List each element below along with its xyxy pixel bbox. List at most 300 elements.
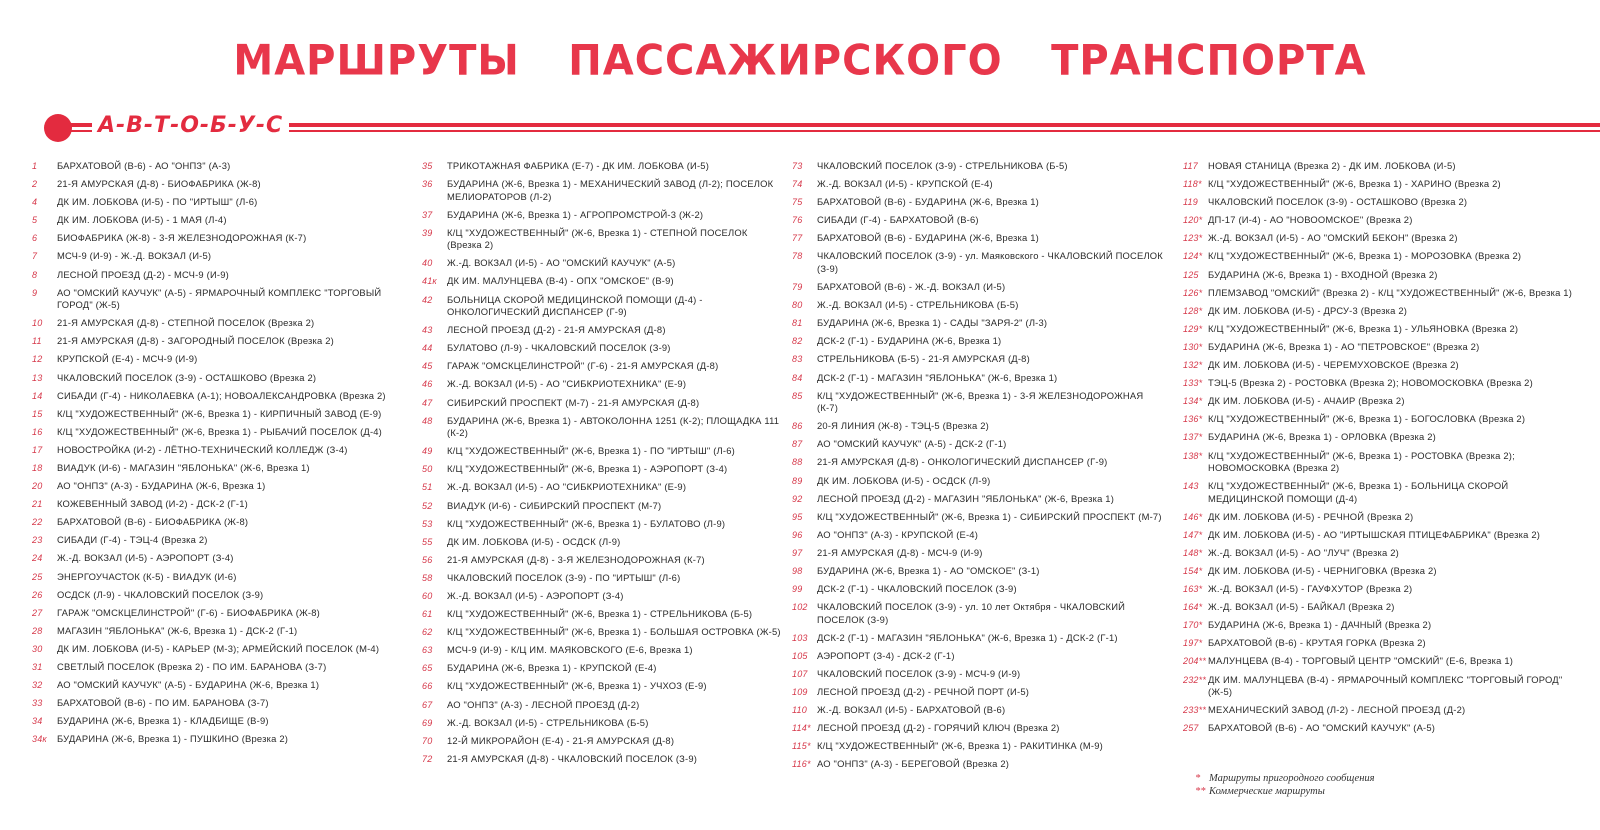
route-description: СИБИРСКИЙ ПРОСПЕКТ (М-7) - 21-Я АМУРСКАЯ (Д-8) xyxy=(447,396,700,408)
route-description: ДСК-2 (Г-1) - МАГАЗИН "ЯБЛОНЬКА" (Ж-6, Врезка 1) xyxy=(817,371,1058,383)
route-number: 35 xyxy=(422,161,433,171)
route-number: 14 xyxy=(32,390,43,401)
route-description: 21-Я АМУРСКАЯ (Д-8) - 3-Я ЖЕЛЕЗНОДОРОЖНАЯ (К-7) xyxy=(447,553,705,565)
route-item xyxy=(32,160,397,173)
route-description: ДК ИМ. ЛОБКОВА (И-5) - КАРЬЕР (М-3); АРМЕЙСКИЙ ПОСЕЛОК (М-4) xyxy=(57,642,380,654)
route-item xyxy=(1183,431,1573,444)
route-number: 204** xyxy=(1183,656,1207,667)
route-number: 44 xyxy=(422,343,433,354)
route-item xyxy=(792,704,1167,717)
route-item xyxy=(32,353,397,366)
route-number: 82 xyxy=(792,336,803,347)
title-word-1: МАРШРУТЫ xyxy=(233,36,520,86)
route-item xyxy=(422,397,782,410)
footnote-mark: * xyxy=(1195,773,1201,784)
route-item xyxy=(32,390,397,403)
route-item xyxy=(422,536,782,549)
footnote-text: Коммерческие маршруты xyxy=(1209,786,1325,797)
route-item xyxy=(792,214,1167,227)
route-number: 18 xyxy=(32,463,43,473)
route-item xyxy=(1183,178,1573,191)
route-number: 69 xyxy=(422,717,433,728)
route-item xyxy=(32,317,397,330)
route-item xyxy=(32,444,397,457)
route-description: АО "ОМСКИЙ КАУЧУК" (А-5) - ДСК-2 (Г-1) xyxy=(817,438,1007,450)
route-item xyxy=(792,353,1167,366)
route-description: 12-Й МИКРОРАЙОН (Е-4) - 21-Я АМУРСКАЯ (Д-8) xyxy=(447,734,675,746)
route-description: ДК ИМ. ЛОБКОВА (И-5) - ЧЕРНИГОВКА (Врезка 2) xyxy=(1208,564,1437,576)
route-number: 84 xyxy=(792,372,803,383)
route-description: БУДАРИНА (Ж-6, Врезка 1) - АО "ПЕТРОВСКОЕ" (Врезка 2) xyxy=(1208,340,1480,352)
route-description: ЧКАЛОВСКИЙ ПОСЕЛОК (З-9) - ул. Маяковского - ЧКАЛОВСКИЙ ПОСЕЛОК (З-9) xyxy=(817,250,1163,274)
route-number: 49 xyxy=(422,446,433,457)
route-item xyxy=(32,462,397,475)
route-item xyxy=(1183,547,1573,560)
route-number: 92 xyxy=(792,493,803,504)
route-number: 70 xyxy=(422,735,433,746)
route-description: ДК ИМ. ЛОБКОВА (И-5) - 1 МАЯ (Л-4) xyxy=(57,214,227,226)
route-number: 17 xyxy=(32,444,43,455)
route-item xyxy=(792,299,1167,312)
route-number: 85 xyxy=(792,390,803,401)
route-description: ЛЕСНОЙ ПРОЕЗД (Д-2) - РЕЧНОЙ ПОРТ (И-5) xyxy=(817,686,1030,698)
route-number: 43 xyxy=(422,325,433,336)
route-item xyxy=(32,607,397,620)
route-number: 114* xyxy=(792,723,811,734)
route-description: ЧКАЛОВСКИЙ ПОСЕЛОК (З-9) - ул. 10 лет Октября - ЧКАЛОВСКИЙ ПОСЕЛОК (З-9) xyxy=(817,601,1126,625)
route-item xyxy=(1183,565,1573,578)
route-description: ГАРАЖ "ОМСКЦЕЛИНСТРОЙ" (Г-6) - 21-Я АМУРСКАЯ (Д-8) xyxy=(447,360,719,372)
route-description: ДК ИМ. ЛОБКОВА (И-5) - ОСДСК (Л-9) xyxy=(817,474,991,486)
route-description: Ж.-Д. ВОКЗАЛ (И-5) - АЭРОПОРТ (З-4) xyxy=(447,589,624,601)
route-number: 143 xyxy=(1183,481,1199,492)
route-item xyxy=(1183,323,1573,336)
route-item xyxy=(792,758,1167,771)
route-description: К/Ц "ХУДОЖЕСТВЕННЫЙ" (Ж-6, Врезка 1) - БОЛЬНИЦА СКОРОЙ МЕДИЦИНСКОЙ ПОМОЩИ (Д-4) xyxy=(1208,480,1509,504)
route-description: БАРХАТОВОЙ (В-6) - КРУТАЯ ГОРКА (Врезка 2) xyxy=(1208,637,1426,649)
route-number: 133* xyxy=(1183,378,1203,389)
route-description: ЭНЕРГОУЧАСТОК (К-5) - ВИАДУК (И-6) xyxy=(57,570,237,582)
route-description: БУДАРИНА (Ж-6, Врезка 1) - ПУШКИНО (Врезка 2) xyxy=(57,733,289,745)
route-description: ПЛЕМЗАВОД "ОМСКИЙ" (Врезка 2) - К/Ц "ХУДОЖЕСТВЕННЫЙ" (Ж-6, Врезка 1) xyxy=(1208,286,1573,298)
route-description: Ж.-Д. ВОКЗАЛ (И-5) - АО "СИБКРИОТЕХНИКА" (Е-9) xyxy=(447,481,687,493)
route-description: 20-Я ЛИНИЯ (Ж-8) - ТЭЦ-5 (Врезка 2) xyxy=(817,420,989,432)
route-description: ДСК-2 (Г-1) - ЧКАЛОВСКИЙ ПОСЕЛОК (З-9) xyxy=(817,583,1017,595)
route-number: 164* xyxy=(1183,602,1203,613)
route-item xyxy=(422,294,782,319)
footnote-mark: ** xyxy=(1195,786,1206,797)
route-item xyxy=(1183,160,1573,173)
route-number: 80 xyxy=(792,300,803,311)
footnotes xyxy=(1195,772,1375,798)
route-description: ЛЕСНОЙ ПРОЕЗД (Д-2) - МСЧ-9 (И-9) xyxy=(57,268,229,280)
route-description: К/Ц "ХУДОЖЕСТВЕННЫЙ" (Ж-6, Врезка 1) - СТРЕЛЬНИКОВА (Б-5) xyxy=(447,608,753,620)
route-number: 115* xyxy=(792,741,811,752)
route-description: К/Ц "ХУДОЖЕСТВЕННЫЙ" (Ж-6, Врезка 1) - РАКИТИНКА (М-9) xyxy=(817,740,1103,752)
route-description: Ж.-Д. ВОКЗАЛ (И-5) - БАЙКАЛ (Врезка 2) xyxy=(1208,601,1395,613)
route-description: Ж.-Д. ВОКЗАЛ (И-5) - АО "ОМСКИЙ БЕКОН" (Врезка 2) xyxy=(1208,232,1458,244)
route-description: ДК ИМ. ЛОБКОВА (И-5) - ДРСУ-3 (Врезка 2) xyxy=(1208,304,1408,316)
route-description: ДК ИМ. МАЛУНЦЕВА (В-4) - ЯРМАРОЧНЫЙ КОМПЛЕКС "ТОРГОВЫЙ ГОРОД" (Ж-5) xyxy=(1208,673,1563,698)
route-item xyxy=(32,552,397,565)
banner-line-top xyxy=(64,123,1600,127)
route-number: 10 xyxy=(32,318,43,329)
route-description: БАРХАТОВОЙ (В-6) - АО "ОМСКИЙ КАУЧУК" (А-5) xyxy=(1208,722,1436,734)
route-item xyxy=(422,608,782,621)
route-description: БАРХАТОВОЙ (В-6) - БИОФАБРИКА (Ж-8) xyxy=(57,516,249,528)
route-description: Ж.-Д. ВОКЗАЛ (И-5) - АЭРОПОРТ (З-4) xyxy=(57,552,234,564)
route-description: К/Ц "ХУДОЖЕСТВЕННЫЙ" (Ж-6, Врезка 1) - БУЛАТОВО (Л-9) xyxy=(447,517,726,529)
route-description: К/Ц "ХУДОЖЕСТВЕННЫЙ" (Ж-6, Врезка 1) - 3-Я ЖЕЛЕЗНОДОРОЖНАЯ (К-7) xyxy=(817,389,1144,414)
route-description: БАРХАТОВОЙ (В-6) - БУДАРИНА (Ж-6, Врезка 1) xyxy=(817,196,1039,208)
route-number: 137* xyxy=(1183,432,1203,443)
route-item xyxy=(422,572,782,585)
route-item xyxy=(1183,450,1573,475)
route-item xyxy=(792,475,1167,488)
route-number: 109 xyxy=(792,687,808,698)
route-item xyxy=(1183,232,1573,245)
route-number: 24 xyxy=(32,553,43,564)
route-number: 95 xyxy=(792,511,803,522)
route-item xyxy=(1183,637,1573,650)
route-description: ВИАДУК (И-6) - СИБИРСКИЙ ПРОСПЕКТ (М-7) xyxy=(447,499,662,511)
route-description: 21-Я АМУРСКАЯ (Д-8) - ЗАГОРОДНЫЙ ПОСЕЛОК (Врезка 2) xyxy=(57,335,334,347)
route-description: К/Ц "ХУДОЖЕСТВЕННЫЙ" (Ж-6, Врезка 1) - СИБИРСКИЙ ПРОСПЕКТ (М-7) xyxy=(817,510,1162,522)
route-number: 67 xyxy=(422,699,433,710)
route-description: Ж.-Д. ВОКЗАЛ (И-5) - СТРЕЛЬНИКОВА (Б-5) xyxy=(447,716,649,728)
route-number: 5 xyxy=(32,215,38,226)
route-number: 28 xyxy=(32,625,43,636)
route-description: ДК ИМ. ЛОБКОВА (И-5) - АЧАИР (Врезка 2) xyxy=(1208,395,1405,407)
route-item xyxy=(1183,413,1573,426)
route-number: 134* xyxy=(1183,396,1203,407)
title-word-3: ТРАНСПОРТА xyxy=(1051,36,1367,86)
route-description: ДК ИМ. МАЛУНЦЕВА (В-4) - ОПХ "ОМСКОЕ" (В-9) xyxy=(447,275,674,287)
route-description: 21-Я АМУРСКАЯ (Д-8) - СТЕПНОЙ ПОСЕЛОК (Врезка 2) xyxy=(57,317,315,329)
route-number: 7 xyxy=(32,251,38,262)
route-description: К/Ц "ХУДОЖЕСТВЕННЫЙ" (Ж-6, Врезка 1) - МОРОЗОВКА (Врезка 2) xyxy=(1208,250,1522,262)
route-description: К/Ц "ХУДОЖЕСТВЕННЫЙ" (Ж-6, Врезка 1) - КИРПИЧНЫЙ ЗАВОД (Е-9) xyxy=(57,407,382,419)
route-item xyxy=(422,209,782,222)
route-item xyxy=(32,679,397,692)
route-item xyxy=(1183,655,1573,668)
route-number: 129* xyxy=(1183,323,1203,334)
route-number: 147* xyxy=(1183,529,1203,540)
route-description: БУДАРИНА (Ж-6, Врезка 1) - ДАЧНЫЙ (Врезка 2) xyxy=(1208,619,1432,631)
route-description: К/Ц "ХУДОЖЕСТВЕННЫЙ" (Ж-6, Врезка 1) - РЫБАЧИЙ ПОСЕЛОК (Д-4) xyxy=(57,425,382,437)
route-description: ДК ИМ. ЛОБКОВА (И-5) - ЧЕРЕМУХОВСКОЕ (Врезка 2) xyxy=(1208,359,1459,371)
route-description: БАРХАТОВОЙ (В-6) - БУДАРИНА (Ж-6, Врезка 1) xyxy=(817,232,1039,244)
route-item xyxy=(792,632,1167,645)
route-number: 233** xyxy=(1183,705,1207,716)
route-number: 50 xyxy=(422,464,433,475)
section-label: А-В-Т-О-Б-У-С xyxy=(92,113,289,138)
route-item xyxy=(32,589,397,602)
route-item xyxy=(1183,269,1573,282)
route-item xyxy=(422,275,782,288)
route-number: 42 xyxy=(422,294,433,305)
route-description: АЭРОПОРТ (З-4) - ДСК-2 (Г-1) xyxy=(817,649,955,661)
route-item xyxy=(32,232,397,245)
route-item xyxy=(1183,214,1573,227)
route-number: 13 xyxy=(32,372,43,383)
route-description: КРУПСКОЙ (Е-4) - МСЧ-9 (И-9) xyxy=(57,353,198,365)
route-item xyxy=(792,317,1167,330)
route-number: 76 xyxy=(792,215,803,226)
route-description: 21-Я АМУРСКАЯ (Д-8) - ОНКОЛОГИЧЕСКИЙ ДИСПАНСЕР (Г-9) xyxy=(817,456,1108,468)
route-item xyxy=(1183,359,1573,372)
route-item xyxy=(32,643,397,656)
route-item xyxy=(32,733,397,746)
route-description: БУДАРИНА (Ж-6, Врезка 1) - МЕХАНИЧЕСКИЙ ЗАВОД (Л-2); ПОСЕЛОК МЕЛИОРАТОРОВ (Л-2) xyxy=(447,178,774,202)
route-number: 116* xyxy=(792,759,811,770)
route-number: 37 xyxy=(422,209,433,220)
route-description: ЛЕСНОЙ ПРОЕЗД (Д-2) - ГОРЯЧИЙ КЛЮЧ (Врезка 2) xyxy=(817,722,1060,734)
bus-circle-icon xyxy=(44,114,72,142)
route-number: 102 xyxy=(792,602,808,613)
route-number: 23 xyxy=(32,535,43,546)
route-item xyxy=(792,372,1167,385)
route-item xyxy=(422,463,782,476)
route-number: 86 xyxy=(792,421,803,432)
route-item xyxy=(1183,250,1573,263)
route-description: СТРЕЛЬНИКОВА (Б-5) - 21-Я АМУРСКАЯ (Д-8) xyxy=(817,353,1030,365)
route-item xyxy=(32,697,397,710)
route-item xyxy=(422,481,782,494)
route-number: 11 xyxy=(32,336,42,347)
route-number: 12 xyxy=(32,354,43,365)
route-number: 20 xyxy=(32,481,43,492)
route-number: 52 xyxy=(422,500,433,511)
route-number: 2 xyxy=(32,179,38,190)
route-item xyxy=(422,644,782,657)
route-item xyxy=(792,250,1167,275)
route-number: 117 xyxy=(1183,161,1198,171)
route-description: К/Ц "ХУДОЖЕСТВЕННЫЙ" (Ж-6, Врезка 1) - СТЕПНОЙ ПОСЕЛОК (Врезка 2) xyxy=(447,226,748,251)
route-number: 27 xyxy=(32,607,43,618)
page-title xyxy=(0,38,1600,84)
route-item xyxy=(422,227,782,252)
route-description: БУДАРИНА (Ж-6, Врезка 1) - САДЫ "ЗАРЯ-2" (Л-3) xyxy=(817,317,1048,329)
route-item xyxy=(792,420,1167,433)
route-description: ДК ИМ. ЛОБКОВА (И-5) - ОСДСК (Л-9) xyxy=(447,535,621,547)
route-item xyxy=(792,438,1167,451)
route-description: НОВАЯ СТАНИЦА (Врезка 2) - ДК ИМ. ЛОБКОВА (И-5) xyxy=(1208,160,1456,171)
route-description: АО "ОНПЗ" (А-3) - КРУПСКОЙ (Е-4) xyxy=(817,528,979,540)
route-number: 130* xyxy=(1183,341,1203,352)
route-item xyxy=(792,196,1167,209)
route-number: 66 xyxy=(422,681,433,692)
route-description: ДСК-2 (Г-1) - МАГАЗИН "ЯБЛОНЬКА" (Ж-6, Врезка 1) - ДСК-2 (Г-1) xyxy=(817,631,1118,643)
route-description: К/Ц "ХУДОЖЕСТВЕННЫЙ" (Ж-6, Врезка 1) - БОЛЬШАЯ ОСТРОВКА (Ж-5) xyxy=(447,626,781,638)
route-description: АО "ОМСКИЙ КАУЧУК" (А-5) - ЯРМАРОЧНЫЙ КОМПЛЕКС "ТОРГОВЫЙ ГОРОД" (Ж-5) xyxy=(57,286,382,311)
route-description: АО "ОНПЗ" (А-3) - БЕРЕГОВОЙ (Врезка 2) xyxy=(817,758,1010,770)
route-item xyxy=(792,281,1167,294)
route-description: БАРХАТОВОЙ (В-6) - ПО ИМ. БАРАНОВА (З-7) xyxy=(57,697,269,709)
route-number: 48 xyxy=(422,415,433,426)
route-number: 83 xyxy=(792,354,803,365)
route-description: Ж.-Д. ВОКЗАЛ (И-5) - АО "ЛУЧ" (Врезка 2) xyxy=(1208,546,1399,558)
route-item xyxy=(792,547,1167,560)
route-description: К/Ц "ХУДОЖЕСТВЕННЫЙ" (Ж-6, Врезка 1) - РОСТОВКА (Врезка 2); НОВОМОСКОВКА (Врезка 2) xyxy=(1208,449,1515,473)
route-number: 65 xyxy=(422,663,433,674)
route-number: 88 xyxy=(792,457,803,468)
route-number: 163* xyxy=(1183,584,1203,595)
route-item xyxy=(32,335,397,348)
route-description: ЛЕСНОЙ ПРОЕЗД (Д-2) - 21-Я АМУРСКАЯ (Д-8) xyxy=(447,324,666,336)
route-description: МАЛУНЦЕВА (В-4) - ТОРГОВЫЙ ЦЕНТР "ОМСКИЙ" (Е-6, Врезка 1) xyxy=(1208,655,1514,667)
route-number: 1 xyxy=(32,161,38,171)
route-item xyxy=(32,534,397,547)
route-description: ЧКАЛОВСКИЙ ПОСЕЛОК (З-9) - ОСТАШКОВО (Врезка 2) xyxy=(1208,196,1468,208)
route-item xyxy=(792,390,1167,415)
route-description: К/Ц "ХУДОЖЕСТВЕННЫЙ" (Ж-6, Врезка 1) - АЭРОПОРТ (З-4) xyxy=(447,463,728,475)
route-description: ЧКАЛОВСКИЙ ПОСЕЛОК (З-9) - ОСТАШКОВО (Врезка 2) xyxy=(57,371,317,383)
route-description: ЧКАЛОВСКИЙ ПОСЕЛОК (З-9) - МСЧ-9 (И-9) xyxy=(817,667,1021,679)
route-description: ЧКАЛОВСКИЙ ПОСЕЛОК (З-9) - ПО "ИРТЫШ" (Л-6) xyxy=(447,571,681,583)
route-number: 61 xyxy=(422,609,433,620)
route-description: 21-Я АМУРСКАЯ (Д-8) - БИОФАБРИКА (Ж-8) xyxy=(57,178,261,190)
route-item xyxy=(422,699,782,712)
route-number: 53 xyxy=(422,518,433,529)
route-item xyxy=(792,650,1167,663)
route-item xyxy=(32,214,397,227)
route-item xyxy=(32,498,397,511)
route-description: ДК ИМ. ЛОБКОВА (И-5) - ПО "ИРТЫШ" (Л-6) xyxy=(57,196,258,208)
route-description: МСЧ-9 (И-9) - Ж.-Д. ВОКЗАЛ (И-5) xyxy=(57,250,212,262)
route-description: Ж.-Д. ВОКЗАЛ (И-5) - АО "ОМСКИЙ КАУЧУК" (А-5) xyxy=(447,257,676,269)
route-item xyxy=(1183,619,1573,632)
route-description: К/Ц "ХУДОЖЕСТВЕННЫЙ" (Ж-6, Врезка 1) - УЧХОЗ (Е-9) xyxy=(447,680,707,692)
footnote-text: Маршруты пригородного сообщения xyxy=(1209,773,1375,784)
route-item xyxy=(1183,377,1573,390)
route-item xyxy=(422,360,782,373)
route-item xyxy=(32,661,397,674)
route-item xyxy=(1183,341,1573,354)
route-number: 21 xyxy=(32,499,43,510)
route-description: МАГАЗИН "ЯБЛОНЬКА" (Ж-6, Врезка 1) - ДСК-2 (Г-1) xyxy=(57,624,298,636)
route-item xyxy=(32,516,397,529)
route-description: БУДАРИНА (Ж-6, Врезка 1) - КЛАДБИЩЕ (В-9) xyxy=(57,715,269,727)
route-description: БОЛЬНИЦА СКОРОЙ МЕДИЦИНСКОЙ ПОМОЩИ (Д-4) - ОНКОЛОГИЧЕСКИЙ ДИСПАНСЕР (Г-9) xyxy=(447,293,703,318)
route-item xyxy=(32,480,397,493)
route-item xyxy=(422,257,782,270)
route-number: 138* xyxy=(1183,450,1203,461)
route-number: 77 xyxy=(792,233,803,244)
route-number: 63 xyxy=(422,645,433,656)
route-item xyxy=(1183,601,1573,614)
route-description: ДП-17 (И-4) - АО "НОВООМСКОЕ" (Врезка 2) xyxy=(1208,214,1413,226)
route-description: ОСДСК (Л-9) - ЧКАЛОВСКИЙ ПОСЕЛОК (З-9) xyxy=(57,588,264,600)
route-item xyxy=(792,601,1167,626)
route-item xyxy=(422,445,782,458)
route-number: 78 xyxy=(792,251,803,262)
route-number: 97 xyxy=(792,547,803,558)
route-item xyxy=(422,590,782,603)
route-description: ЛЕСНОЙ ПРОЕЗД (Д-2) - МАГАЗИН "ЯБЛОНЬКА" (Ж-6, Врезка 1) xyxy=(817,492,1115,504)
route-description: К/Ц "ХУДОЖЕСТВЕННЫЙ" (Ж-6, Врезка 1) - БОГОСЛОВКА (Врезка 2) xyxy=(1208,413,1526,425)
route-item xyxy=(792,232,1167,245)
route-number: 99 xyxy=(792,584,803,595)
route-number: 125 xyxy=(1183,269,1199,280)
route-number: 62 xyxy=(422,627,433,638)
route-number: 40 xyxy=(422,258,433,269)
route-number: 98 xyxy=(792,565,803,576)
route-description: ЧКАЛОВСКИЙ ПОСЕЛОК (З-9) - СТРЕЛЬНИКОВА (Б-5) xyxy=(817,160,1068,171)
route-item xyxy=(422,626,782,639)
route-number: 47 xyxy=(422,397,433,408)
route-description: ВИАДУК (И-6) - МАГАЗИН "ЯБЛОНЬКА" (Ж-6, Врезка 1) xyxy=(57,462,310,473)
route-number: 75 xyxy=(792,197,803,208)
route-description: 21-Я АМУРСКАЯ (Д-8) - МСЧ-9 (И-9) xyxy=(817,546,983,558)
route-number: 118* xyxy=(1183,179,1202,190)
route-description: СИБАДИ (Г-4) - БАРХАТОВОЙ (В-6) xyxy=(817,214,979,226)
route-number: 26 xyxy=(32,589,43,600)
route-number: 6 xyxy=(32,233,38,244)
route-item xyxy=(422,160,782,173)
route-item xyxy=(32,571,397,584)
route-item xyxy=(1183,722,1573,735)
route-item xyxy=(792,493,1167,506)
route-item xyxy=(1183,196,1573,209)
route-description: СВЕТЛЫЙ ПОСЕЛОК (Врезка 2) - ПО ИМ. БАРАНОВА (З-7) xyxy=(57,661,327,673)
route-item xyxy=(792,583,1167,596)
route-description: Ж.-Д. ВОКЗАЛ (И-5) - ГАУФХУТОР (Врезка 2) xyxy=(1208,583,1413,595)
route-number: 124* xyxy=(1183,251,1203,262)
route-description: БУДАРИНА (Ж-6, Врезка 1) - АГРОПРОМСТРОЙ-3 (Ж-2) xyxy=(447,208,704,220)
route-item xyxy=(422,662,782,675)
route-item xyxy=(32,426,397,439)
route-item xyxy=(1183,395,1573,408)
route-item xyxy=(792,565,1167,578)
route-description: БАРХАТОВОЙ (В-6) - Ж.-Д. ВОКЗАЛ (И-5) xyxy=(817,281,1006,293)
route-number: 148* xyxy=(1183,547,1203,558)
route-item xyxy=(792,335,1167,348)
route-number: 96 xyxy=(792,529,803,540)
section-banner xyxy=(44,114,1600,142)
route-number: 105 xyxy=(792,650,808,661)
route-item xyxy=(422,717,782,730)
route-description: АО "ОНПЗ" (А-3) - ЛЕСНОЙ ПРОЕЗД (Д-2) xyxy=(447,698,640,710)
route-description: БУДАРИНА (Ж-6, Врезка 1) - АВТОКОЛОННА 1251 (К-2); ПЛОЩАДКА 111 (К-2) xyxy=(447,414,780,439)
route-item xyxy=(422,753,782,766)
route-number: 146* xyxy=(1183,511,1203,522)
route-number: 197* xyxy=(1183,638,1203,649)
route-item xyxy=(32,408,397,421)
route-number: 4 xyxy=(32,197,38,208)
route-description: ГАРАЖ "ОМСКЦЕЛИНСТРОЙ" (Г-6) - БИОФАБРИКА (Ж-8) xyxy=(57,606,320,618)
route-description: СИБАДИ (Г-4) - ТЭЦ-4 (Врезка 2) xyxy=(57,534,208,546)
route-number: 79 xyxy=(792,282,803,293)
route-number: 232** xyxy=(1183,674,1207,685)
route-number: 73 xyxy=(792,161,803,171)
route-description: БАРХАТОВОЙ (В-6) - АО "ОНПЗ" (А-3) xyxy=(57,160,231,171)
footnote-commercial xyxy=(1195,785,1375,798)
banner-line-bottom xyxy=(64,130,1600,132)
route-item xyxy=(32,372,397,385)
route-item xyxy=(422,415,782,440)
route-item xyxy=(422,178,782,203)
route-number: 41к xyxy=(422,276,437,287)
route-item xyxy=(422,554,782,567)
route-item xyxy=(422,680,782,693)
route-number: 154* xyxy=(1183,565,1203,576)
route-number: 120* xyxy=(1183,215,1203,226)
route-number: 119 xyxy=(1183,197,1198,208)
route-description: НОВОСТРОЙКА (И-2) - ЛЁТНО-ТЕХНИЧЕСКИЙ КОЛЛЕДЖ (З-4) xyxy=(57,443,348,455)
route-item xyxy=(792,686,1167,699)
route-description: Ж.-Д. ВОКЗАЛ (И-5) - АО "СИБКРИОТЕХНИКА" (Е-9) xyxy=(447,378,687,390)
